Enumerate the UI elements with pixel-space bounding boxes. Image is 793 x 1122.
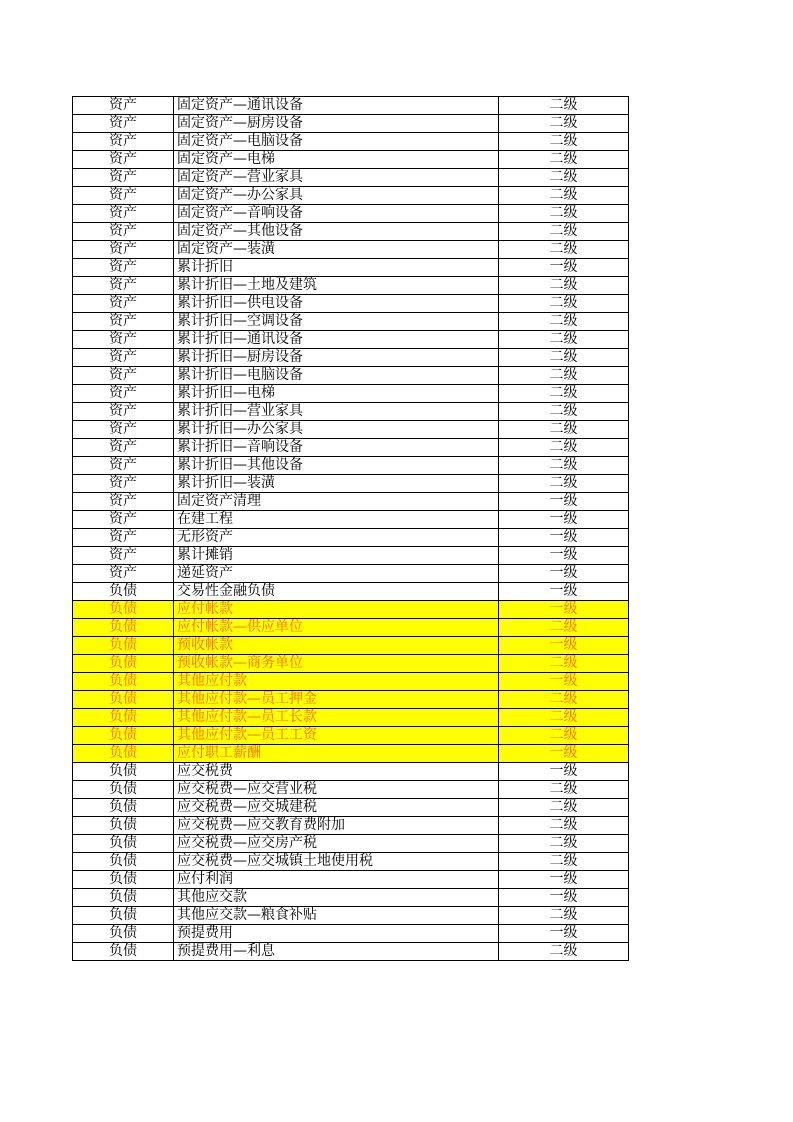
account-name-cell: 累计折旧—电梯 <box>174 385 499 403</box>
table-row <box>73 385 629 403</box>
table-row <box>73 151 629 169</box>
table-row <box>73 277 629 295</box>
account-level-cell: 二级 <box>499 331 629 349</box>
account-name-cell: 固定资产—办公家具 <box>174 187 499 205</box>
account-name-cell: 应付职工薪酬 <box>174 745 499 763</box>
account-name-cell: 其他应付款—员工押金 <box>174 691 499 709</box>
account-category-cell: 资产 <box>73 349 174 367</box>
table-row <box>73 475 629 493</box>
account-level-cell: 二级 <box>499 691 629 709</box>
account-name-cell: 无形资产 <box>174 529 499 547</box>
account-level-cell: 二级 <box>499 709 629 727</box>
account-category-cell: 资产 <box>73 277 174 295</box>
account-level-cell: 二级 <box>499 655 629 673</box>
account-category-cell: 资产 <box>73 133 174 151</box>
account-name-cell: 累计折旧—空调设备 <box>174 313 499 331</box>
account-name-cell: 累计折旧—音响设备 <box>174 439 499 457</box>
account-level-cell: 二级 <box>499 97 629 115</box>
account-level-cell: 一级 <box>499 871 629 889</box>
account-level-cell: 二级 <box>499 169 629 187</box>
account-name-cell: 累计折旧—厨房设备 <box>174 349 499 367</box>
account-name-cell: 累计折旧—电脑设备 <box>174 367 499 385</box>
account-level-cell: 二级 <box>499 367 629 385</box>
account-name-cell: 累计折旧 <box>174 259 499 277</box>
account-name-cell: 应交税费—应交营业税 <box>174 781 499 799</box>
account-level-cell: 二级 <box>499 421 629 439</box>
account-level-cell: 二级 <box>499 727 629 745</box>
account-category-cell: 负债 <box>73 691 174 709</box>
account-category-cell: 资产 <box>73 565 174 583</box>
account-name-cell: 固定资产—电梯 <box>174 151 499 169</box>
account-name-cell: 固定资产—音响设备 <box>174 205 499 223</box>
account-category-cell: 负债 <box>73 655 174 673</box>
account-level-cell: 一级 <box>499 493 629 511</box>
account-category-cell: 资产 <box>73 187 174 205</box>
account-name-cell: 其他应付款 <box>174 673 499 691</box>
account-category-cell: 资产 <box>73 259 174 277</box>
account-category-cell: 负债 <box>73 889 174 907</box>
account-category-cell: 负债 <box>73 907 174 925</box>
account-level-cell: 二级 <box>499 835 629 853</box>
account-name-cell: 应交税费—应交城建税 <box>174 799 499 817</box>
account-name-cell: 其他应交款—粮食补贴 <box>174 907 499 925</box>
account-category-cell: 资产 <box>73 547 174 565</box>
account-level-cell: 一级 <box>499 673 629 691</box>
account-name-cell: 应付帐款 <box>174 601 499 619</box>
account-name-cell: 应交税费—应交教育费附加 <box>174 817 499 835</box>
account-name-cell: 应交税费—应交房产税 <box>174 835 499 853</box>
table-row <box>73 241 629 259</box>
account-name-cell: 预收帐款—商务单位 <box>174 655 499 673</box>
account-category-cell: 资产 <box>73 367 174 385</box>
account-level-cell: 二级 <box>499 853 629 871</box>
table-row <box>73 367 629 385</box>
table-row-highlighted <box>73 745 629 763</box>
accounts-table <box>72 96 629 961</box>
account-name-cell: 递延资产 <box>174 565 499 583</box>
account-name-cell: 应付帐款—供应单位 <box>174 619 499 637</box>
account-level-cell: 一级 <box>499 583 629 601</box>
table-row <box>73 457 629 475</box>
account-sheet <box>72 96 629 961</box>
account-name-cell: 固定资产—营业家具 <box>174 169 499 187</box>
account-category-cell: 资产 <box>73 529 174 547</box>
table-row <box>73 565 629 583</box>
account-category-cell: 负债 <box>73 799 174 817</box>
account-level-cell: 二级 <box>499 277 629 295</box>
account-category-cell: 负债 <box>73 673 174 691</box>
account-category-cell: 负债 <box>73 817 174 835</box>
table-row <box>73 133 629 151</box>
account-level-cell: 一级 <box>499 511 629 529</box>
account-category-cell: 负债 <box>73 943 174 961</box>
table-row-highlighted <box>73 709 629 727</box>
account-name-cell: 预收帐款 <box>174 637 499 655</box>
account-category-cell: 资产 <box>73 385 174 403</box>
table-row <box>73 799 629 817</box>
account-category-cell: 资产 <box>73 511 174 529</box>
account-category-cell: 负债 <box>73 835 174 853</box>
table-row <box>73 835 629 853</box>
account-category-cell: 资产 <box>73 97 174 115</box>
account-category-cell: 负债 <box>73 781 174 799</box>
account-level-cell: 二级 <box>499 457 629 475</box>
table-row <box>73 547 629 565</box>
account-level-cell: 一级 <box>499 889 629 907</box>
table-row-highlighted <box>73 619 629 637</box>
account-level-cell: 二级 <box>499 133 629 151</box>
account-name-cell: 累计折旧—供电设备 <box>174 295 499 313</box>
table-row <box>73 313 629 331</box>
account-level-cell: 二级 <box>499 403 629 421</box>
account-category-cell: 负债 <box>73 709 174 727</box>
account-category-cell: 负债 <box>73 583 174 601</box>
account-level-cell: 一级 <box>499 763 629 781</box>
account-level-cell: 二级 <box>499 151 629 169</box>
account-level-cell: 二级 <box>499 295 629 313</box>
account-level-cell: 二级 <box>499 223 629 241</box>
table-row <box>73 223 629 241</box>
account-level-cell: 一级 <box>499 637 629 655</box>
account-level-cell: 二级 <box>499 313 629 331</box>
account-level-cell: 二级 <box>499 799 629 817</box>
account-name-cell: 累计折旧—装潢 <box>174 475 499 493</box>
table-row-highlighted <box>73 691 629 709</box>
account-level-cell: 二级 <box>499 205 629 223</box>
account-name-cell: 其他应付款—员工长款 <box>174 709 499 727</box>
account-level-cell: 一级 <box>499 259 629 277</box>
account-category-cell: 负债 <box>73 745 174 763</box>
table-row <box>73 331 629 349</box>
table-row <box>73 925 629 943</box>
account-level-cell: 一级 <box>499 745 629 763</box>
account-level-cell: 二级 <box>499 817 629 835</box>
table-row <box>73 115 629 133</box>
table-row-highlighted <box>73 727 629 745</box>
account-name-cell: 固定资产—装潢 <box>174 241 499 259</box>
account-category-cell: 资产 <box>73 457 174 475</box>
account-level-cell: 二级 <box>499 619 629 637</box>
table-row <box>73 493 629 511</box>
account-name-cell: 累计折旧—通讯设备 <box>174 331 499 349</box>
table-row <box>73 349 629 367</box>
account-name-cell: 预提费用 <box>174 925 499 943</box>
account-category-cell: 资产 <box>73 205 174 223</box>
account-category-cell: 资产 <box>73 421 174 439</box>
table-row-highlighted <box>73 601 629 619</box>
account-name-cell: 固定资产—厨房设备 <box>174 115 499 133</box>
account-level-cell: 一级 <box>499 547 629 565</box>
account-category-cell: 资产 <box>73 151 174 169</box>
table-row <box>73 97 629 115</box>
account-name-cell: 累计折旧—其他设备 <box>174 457 499 475</box>
account-category-cell: 资产 <box>73 403 174 421</box>
account-name-cell: 应付利润 <box>174 871 499 889</box>
accounts-table-body <box>73 97 629 961</box>
account-name-cell: 累计折旧—办公家具 <box>174 421 499 439</box>
account-category-cell: 资产 <box>73 115 174 133</box>
account-category-cell: 负债 <box>73 763 174 781</box>
table-row <box>73 943 629 961</box>
account-level-cell: 二级 <box>499 115 629 133</box>
table-row <box>73 529 629 547</box>
table-row-highlighted <box>73 673 629 691</box>
table-row <box>73 511 629 529</box>
account-category-cell: 负债 <box>73 853 174 871</box>
account-level-cell: 二级 <box>499 907 629 925</box>
account-category-cell: 负债 <box>73 637 174 655</box>
account-name-cell: 累计折旧—土地及建筑 <box>174 277 499 295</box>
account-level-cell: 二级 <box>499 349 629 367</box>
account-level-cell: 一级 <box>499 529 629 547</box>
account-name-cell: 其他应交款 <box>174 889 499 907</box>
account-name-cell: 预提费用—利息 <box>174 943 499 961</box>
account-level-cell: 二级 <box>499 943 629 961</box>
account-level-cell: 一级 <box>499 565 629 583</box>
table-row <box>73 205 629 223</box>
account-category-cell: 资产 <box>73 475 174 493</box>
account-name-cell: 固定资产—其他设备 <box>174 223 499 241</box>
table-row <box>73 295 629 313</box>
account-level-cell: 二级 <box>499 187 629 205</box>
table-row <box>73 403 629 421</box>
account-name-cell: 其他应付款—员工工资 <box>174 727 499 745</box>
account-category-cell: 资产 <box>73 439 174 457</box>
account-name-cell: 累计摊销 <box>174 547 499 565</box>
account-name-cell: 固定资产—电脑设备 <box>174 133 499 151</box>
account-name-cell: 应交税费 <box>174 763 499 781</box>
account-category-cell: 资产 <box>73 295 174 313</box>
account-name-cell: 应交税费—应交城镇土地使用税 <box>174 853 499 871</box>
account-level-cell: 二级 <box>499 781 629 799</box>
table-row <box>73 169 629 187</box>
account-name-cell: 累计折旧—营业家具 <box>174 403 499 421</box>
account-category-cell: 资产 <box>73 241 174 259</box>
account-category-cell: 负债 <box>73 871 174 889</box>
account-level-cell: 一级 <box>499 601 629 619</box>
table-row <box>73 763 629 781</box>
account-category-cell: 资产 <box>73 331 174 349</box>
account-category-cell: 负债 <box>73 601 174 619</box>
account-name-cell: 固定资产—通讯设备 <box>174 97 499 115</box>
account-category-cell: 资产 <box>73 493 174 511</box>
account-category-cell: 负债 <box>73 925 174 943</box>
account-category-cell: 负债 <box>73 619 174 637</box>
table-row <box>73 817 629 835</box>
account-name-cell: 交易性金融负债 <box>174 583 499 601</box>
table-row <box>73 853 629 871</box>
account-category-cell: 资产 <box>73 313 174 331</box>
account-category-cell: 负债 <box>73 727 174 745</box>
table-row <box>73 889 629 907</box>
account-category-cell: 资产 <box>73 169 174 187</box>
account-level-cell: 二级 <box>499 385 629 403</box>
account-name-cell: 固定资产清理 <box>174 493 499 511</box>
table-row <box>73 259 629 277</box>
table-row <box>73 583 629 601</box>
account-name-cell: 在建工程 <box>174 511 499 529</box>
account-level-cell: 一级 <box>499 925 629 943</box>
table-row <box>73 421 629 439</box>
table-row <box>73 187 629 205</box>
table-row-highlighted <box>73 637 629 655</box>
account-level-cell: 二级 <box>499 439 629 457</box>
account-category-cell: 资产 <box>73 223 174 241</box>
account-level-cell: 二级 <box>499 241 629 259</box>
table-row-highlighted <box>73 655 629 673</box>
table-row <box>73 907 629 925</box>
table-row <box>73 871 629 889</box>
table-row <box>73 439 629 457</box>
table-row <box>73 781 629 799</box>
account-level-cell: 二级 <box>499 475 629 493</box>
